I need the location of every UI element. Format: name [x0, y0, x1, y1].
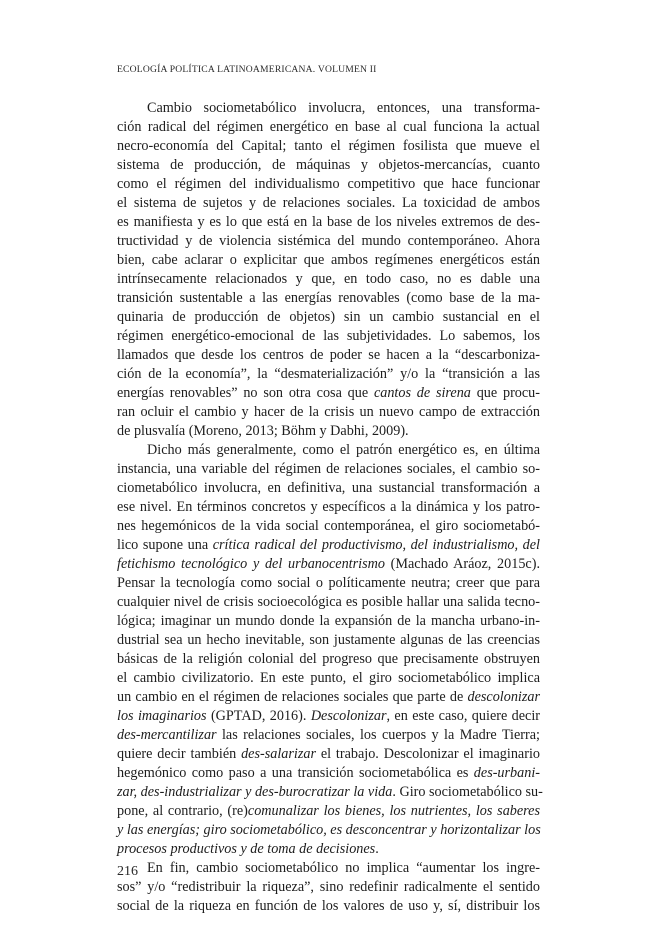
- text-line: [117, 384, 540, 403]
- text-run: .: [375, 841, 379, 857]
- italic-run: y las energías; giro sociometabólico, es desconcentrar y horizontalizar los: [117, 822, 541, 838]
- text-line: [117, 479, 540, 498]
- text-line: [117, 213, 540, 232]
- text-line: [117, 156, 540, 175]
- text-run: dustrial sea un hecho inevitable, son justamente algunas de las creencias: [117, 632, 540, 648]
- text-run: necro-economía del Capital; tanto el régimen fosilista que mueve el: [117, 138, 540, 154]
- text-line: [117, 859, 540, 878]
- text-line: [117, 232, 540, 251]
- page-number: 216: [117, 864, 138, 879]
- text-line: [117, 593, 540, 612]
- text-run: energías renovables” no son otra cosa que: [117, 385, 374, 401]
- italic-run: comunalizar los bienes, los nutrientes, los saberes: [247, 803, 540, 819]
- text-line: [117, 555, 540, 574]
- text-line: [117, 764, 540, 783]
- text-run: Dicho más generalmente, como el patrón energético es, en última: [147, 442, 540, 458]
- text-line: [117, 346, 540, 365]
- italic-run: los imaginarios: [117, 708, 207, 724]
- text-line: [117, 707, 540, 726]
- text-line: [117, 251, 540, 270]
- text-line: [117, 878, 540, 897]
- text-line: [117, 536, 540, 555]
- text-line: [117, 631, 540, 650]
- text-line: [117, 669, 540, 688]
- text-line: [117, 270, 540, 289]
- text-line: [117, 498, 540, 517]
- text-run: cualquier nivel de crisis socioecológica es posible hallar una salida tecno-: [117, 594, 540, 610]
- text-run: como el régimen del individualismo competitivo que hace funcionar: [117, 176, 540, 192]
- text-run: Cambio sociometabólico involucra, entonces, una transforma-: [147, 100, 540, 116]
- italic-run: des-salarizar: [241, 746, 316, 762]
- text-line: [117, 422, 540, 441]
- text-line: [117, 460, 540, 479]
- text-run: , en este caso, quiere decir: [386, 708, 541, 724]
- text-line: [117, 745, 540, 764]
- text-run: . Giro sociometabólico su-: [392, 784, 543, 800]
- text-run: quinaria de producción de objetos) sin un cambio sustancial en el: [117, 309, 540, 325]
- text-run: ciometabólico involucra, en definitiva, una sustancial transformación a: [117, 480, 540, 496]
- text-run: régimen energético-emocional de las subjetividades. Lo sabemos, los: [117, 328, 540, 344]
- text-run: el cambio civilizatorio. En este punto, el giro sociometabólico implica: [117, 670, 540, 686]
- text-run: (Machado Aráoz, 2015c).: [384, 556, 540, 572]
- text-line: [117, 688, 540, 707]
- text-line: [117, 726, 540, 745]
- text-run: instancia, una variable del régimen de relaciones sociales, el cambio so-: [117, 461, 540, 477]
- text-line: [117, 783, 543, 802]
- text-line: [117, 118, 540, 137]
- text-line: [117, 840, 540, 859]
- text-line: [117, 574, 540, 593]
- text-run: (GPTAD, 2016).: [206, 708, 311, 724]
- text-run: sistema de producción, de máquinas y objetos-mercancías, cuanto: [117, 157, 540, 173]
- text-line: [117, 289, 540, 308]
- text-run: un cambio en el régimen de relaciones sociales que parte de: [117, 689, 468, 705]
- text-run: lico supone una: [117, 537, 213, 553]
- italic-run: zar, des-industrializar y des-burocratizar la vida: [117, 784, 393, 800]
- italic-run: procesos productivos y de toma de decisiones: [117, 841, 376, 857]
- text-run: social de la riqueza en función de los valores de uso y, sí, distribuir los: [117, 898, 540, 914]
- text-line: [117, 441, 540, 460]
- text-run: el trabajo. Descolonizar el imaginario: [315, 746, 540, 762]
- italic-run: cantos de sirena: [373, 385, 471, 401]
- text-run: ran ocluir el cambio y hacer de la crisis un nuevo campo de extracción: [117, 404, 540, 420]
- text-run: tructividad y de violencia sistémica del mundo contemporáneo. Ahora: [117, 233, 540, 249]
- text-run: transición sustentable a las energías renovables (como base de la ma-: [117, 290, 540, 306]
- text-line: [117, 403, 540, 422]
- body-text: [117, 99, 543, 916]
- text-run: pone, al contrario, (re): [117, 803, 248, 819]
- italic-run: fetichismo tecnológico y del urbanocentrismo: [117, 556, 385, 572]
- text-run: ese nivel. En términos concretos y específicos a la dinámica y los patro-: [117, 499, 540, 515]
- italic-run: des-mercantilizar: [117, 727, 217, 743]
- text-line: [117, 308, 540, 327]
- text-run: es manifiesta y es lo que está en la base de los niveles extremos de des-: [117, 214, 540, 230]
- text-line: [117, 365, 540, 384]
- text-line: [117, 517, 540, 536]
- text-run: de plusvalía (Moreno, 2013; Böhm y Dabhi, 2009).: [117, 423, 409, 439]
- text-run: Pensar la tecnología como social o políticamente neutra; creer que para: [117, 575, 540, 591]
- text-run: quiere decir también: [117, 746, 242, 762]
- italic-run: descolonizar: [467, 689, 540, 705]
- text-line: [117, 612, 540, 631]
- italic-run: des-urbani-: [473, 765, 540, 781]
- text-line: [117, 802, 540, 821]
- text-line: [117, 137, 540, 156]
- text-line: [117, 821, 540, 840]
- text-run: En fin, cambio sociometabólico no implica “aumentar los ingre-: [147, 860, 540, 876]
- text-line: [117, 175, 540, 194]
- text-run: lógica; imaginar un mundo donde la expansión de la mancha urbano-in-: [117, 613, 540, 629]
- text-run: básicas de la religión colonial del progreso que precisamente obstruyen: [117, 651, 540, 667]
- text-line: [117, 650, 540, 669]
- text-line: [117, 99, 540, 118]
- running-head: ECOLOGÍA POLÍTICA LATINOAMERICANA. VOLUMEN II: [117, 64, 377, 75]
- text-run: ción radical del régimen energético en base al cual funciona la actual: [117, 119, 540, 135]
- text-run: nes hegemónicos de la vida social contemporánea, el giro sociometabó-: [117, 518, 540, 534]
- text-run: el sistema de sujetos y de relaciones sociales. La toxicidad de ambos: [117, 195, 540, 211]
- text-line: [117, 194, 540, 213]
- text-run: sos” y/o “redistribuir la riqueza”, sino redefinir radicalmente el sentido: [117, 879, 540, 895]
- italic-run: Descolonizar: [310, 708, 387, 724]
- text-line: [117, 327, 540, 346]
- text-line: [117, 897, 540, 916]
- text-run: llamados que desde los centros de poder se hacen a la “descarboniza-: [117, 347, 540, 363]
- text-run: intrínsecamente relacionados y que, en todo caso, no es dable una: [117, 271, 540, 287]
- italic-run: crítica radical del productivismo, del industrialismo, del: [212, 537, 540, 553]
- text-run: que procu-: [470, 385, 540, 401]
- text-run: bien, cabe aclarar o explicitar que ambos regímenes energéticos están: [117, 252, 540, 268]
- text-run: ción de la economía”, la “desmaterialización” y/o la “transición a las: [117, 366, 540, 382]
- text-run: las relaciones sociales, los cuerpos y la Madre Tierra;: [216, 727, 540, 743]
- text-run: hegemónico como paso a una transición sociometabólica es: [117, 765, 474, 781]
